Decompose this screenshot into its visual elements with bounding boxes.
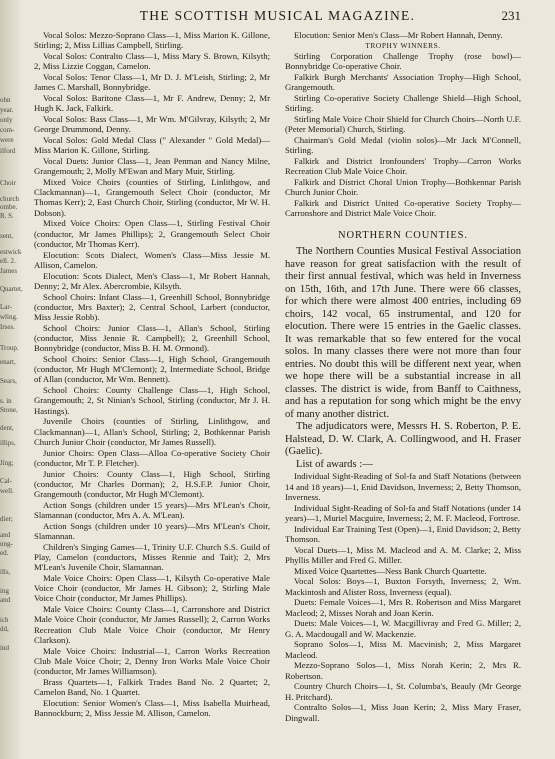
- trophy-paragraph: Stirling Corporation Challenge Trophy (rose bowl)—Bonnybridge Co-operative Choir.: [285, 51, 521, 72]
- gutter-text-fragment: ell. 2.: [0, 257, 16, 265]
- result-paragraph: Vocal Solos: Mezzo-Soprano Class—1, Miss Marion K. Gillone, Stirling; 2, Miss Lillias Campbell, Stirling.: [34, 30, 270, 51]
- gutter-text-fragment: ilford: [0, 147, 16, 155]
- running-title: THE SCOTTISH MUSICAL MAGAZINE.: [139, 8, 416, 23]
- result-paragraph: Vocal Solos: Contralto Class—1, Miss Mary S. Brown, Kilsyth; 2, Miss Lizzie Coggan, Camelon.: [34, 51, 270, 72]
- trophy-paragraph: Stirling Male Voice Choir Shield for Church Choirs—North U.F. (Peter Memorial) Church, Stirling.: [285, 114, 521, 135]
- gutter-text-fragment: Lar-: [0, 303, 12, 311]
- result-paragraph: School Choirs: Junior Class—1, Allan's School, Stirling (conductor, Miss Jennie R. Campbell); 2, Greenhill School, Bonnybridge (conductor, Miss B. H. M. Ormond).: [34, 322, 270, 354]
- result-paragraph: Elocution: Scots Dialect, Women's Class—Miss Jessie M. Allison, Camelon.: [34, 249, 270, 270]
- result-paragraph: Elocution: Scots Dialect, Men's Class—1, Mr Robert Hannah, Denny; 2, Mr Alex. Abercrombie, Kilsyth.: [34, 270, 270, 291]
- award-paragraph: Vocal Duets—1, Miss M. Macleod and A. M. Clarke; 2, Miss Phyllis Miller and Fred G. Miller.: [285, 544, 521, 565]
- result-paragraph: Male Voice Choirs: Industrial—1, Carron Works Recreation Club Male Voice Choir; 2, Denny Iron Works Male Voice Choir (conductor, Mr James Williamson).: [34, 645, 270, 677]
- award-paragraph: Duets: Male Voices—1, W. Macgillivray and Fred G. Miller; 2, G. A. Macdougall and W. Mackenzie.: [285, 618, 521, 639]
- gutter-text-fragment: ung-: [0, 540, 13, 548]
- result-paragraph: Vocal Duets: Junior Class—1, Jean Penman and Nancy Milne, Grangemouth; 2, Molly M'Ewan and Mary Muir, Stirling.: [34, 156, 270, 177]
- trophy-paragraph: Chairman's Gold Medal (violin solos)—Mr Jack M'Connell, Stirling.: [285, 135, 521, 156]
- result-paragraph: Vocal Solos: Gold Medal Class (" Alexander " Gold Medal)—Miss Marion K. Gillone, Stirling.: [34, 135, 270, 156]
- result-paragraph: Action Songs (children under 10 years)—Mrs M'Lean's Choir, Slamannan.: [34, 520, 270, 542]
- gutter-text-fragment: dd,: [0, 625, 9, 633]
- gutter-text-fragment: Troup.: [0, 344, 19, 352]
- gutter-text-fragment: Sears,: [0, 377, 17, 385]
- gutter-text-fragment: enart,: [0, 358, 16, 366]
- award-paragraph: Duets: Female Voices—1, Mrs R. Robertson and Miss Margaret Macleod; 2, Misses Norah and Joan Kerin.: [285, 597, 521, 618]
- gutter-text-fragment: ed.: [0, 549, 9, 557]
- result-paragraph: Elocution: Senior Men's Class—Mr Robert Hannah, Denny.: [294, 30, 503, 40]
- trophy-winners-list: [285, 51, 521, 218]
- gutter-text-fragment: illips,: [0, 439, 16, 447]
- awards-list: [285, 471, 521, 722]
- result-paragraph: Juvenile Choirs (counties of Stirling, Linlithgow, and Clackmannan)—1, Allan's School, Stirling; 2, Bothkennar Parish Church Junior Choir (conductor, Mr James Russell).: [34, 416, 270, 447]
- gutter-text-fragment: Irses.: [0, 323, 15, 331]
- gutter-text-fragment: estwick: [0, 248, 22, 256]
- northern-counties-report: [285, 246, 521, 471]
- trophy-paragraph: Falkirk and District United Co-operative Society Trophy—Carronshore and District Male Voice Choir.: [285, 198, 521, 219]
- gutter-text-fragment: ombe.: [0, 203, 18, 211]
- gutter-text-fragment: well.: [0, 487, 14, 495]
- result-paragraph: Elocution: Senior Women's Class—1, Miss Isabella Muirhead, Bannockburn; 2, Miss Jessie M. Allison, Camelon.: [34, 697, 270, 719]
- trophy-winners-heading: TROPHY WINNERS.: [365, 40, 441, 50]
- gutter-text-fragment: ohn: [0, 96, 11, 104]
- result-paragraph: Vocal Solos: Tenor Class—1, Mr D. J. M'Leish, Stirling; 2, Mr James C. Marshall, Bonnybridge.: [34, 72, 270, 93]
- gutter-text-fragment: Cal-: [0, 477, 13, 485]
- result-paragraph: Brass Quartets—1, Falkirk Trades Band No. 2 Quartet; 2, Camelon Band, No. 1 Quartet.: [34, 676, 270, 698]
- result-paragraph: Children's Singing Games—1, Trinity U.F. Church S.S. Guild of Play, Camelon (conductors, Misses Rennie and Tait); 2, Mrs M'Lean's Juvenile Choir, Slamannan.: [34, 541, 270, 573]
- gutter-text-fragment: sent,: [0, 232, 14, 240]
- gutter-text-fragment: Jing;: [0, 459, 14, 467]
- gutter-text-fragment: year.: [0, 106, 14, 114]
- gutter-text-fragment: and: [0, 531, 11, 539]
- report-paragraph: The adjudicators were, Messrs H. S. Roberton, P. E. Halstead, D. W. Clark, A. Collingwood, and H. Fraser (Gaelic).: [285, 421, 521, 458]
- result-paragraph: Action Songs (children under 15 years)—Mrs M'Lean's Choir, Slamannan (conductor, Mrs A. A. M'Lean).: [34, 499, 270, 521]
- award-paragraph: Individual Sight-Reading of Sol-fa and Staff Notations (between 14 and 18 years)—1, Enid Davidson, Inverness; 2, Betty Thomson, Inverness.: [285, 471, 521, 502]
- left-column: [34, 30, 270, 719]
- page-number: 231: [501, 8, 521, 23]
- gutter-text-fragment: R. S.: [0, 212, 14, 220]
- gutter-text-fragment: only: [0, 116, 13, 124]
- result-paragraph: Male Voice Choirs: Open Class—1, Kilsyth Co-operative Male Voice Choir (conductor, Mr James H. Gibson); 2, Stirling Male Voice Choir (conductor, Mr James Phillips).: [34, 573, 270, 604]
- gutter-text-fragment: Stone,: [0, 406, 18, 414]
- gutter-text-fragment: dent,: [0, 424, 14, 432]
- page-header: [34, 8, 521, 26]
- gutter-text-fragment: Quartet,: [0, 285, 23, 293]
- gutter-text-fragment: and: [0, 596, 11, 604]
- result-paragraph: School Choirs: Infant Class—1, Greenhill School, Bonnybridge (conductor, Mrs Baxter); 2, Central School, Larbert (conductor, Miss Jessie Robb).: [34, 291, 270, 323]
- result-paragraph: Vocal Solos: Baritone Class—1, Mr F. Andrew, Denny; 2, Mr Hugh K. Jack, Falkirk.: [34, 93, 270, 114]
- gutter-text-fragment: dier;: [0, 515, 13, 523]
- trophy-paragraph: Falkirk and District Choral Union Trophy—Bothkennar Parish Church Junior Choir.: [285, 177, 521, 198]
- trophy-paragraph: Falkirk Burgh Merchants' Association Trophy—High School, Grangemouth.: [285, 72, 521, 93]
- gutter-text-fragment: church: [0, 195, 20, 203]
- gutter-text-fragment: s. in: [0, 397, 12, 405]
- result-paragraph: Vocal Solos: Bass Class—1, Mr Wm. M'Gilvray, Kilsyth; 2, Mr George Drummond, Denny.: [34, 114, 270, 135]
- gutter-text-fragment: ills,: [0, 568, 11, 576]
- gutter-text-fragment: com-: [0, 126, 15, 134]
- report-paragraph: List of awards :—: [296, 458, 373, 470]
- award-paragraph: Mezzo-Soprano Solos—1, Miss Norah Kerin; 2, Mrs R. Robertson.: [285, 660, 521, 681]
- elocution-results-continued: [285, 30, 521, 40]
- gutter-text-fragment: were: [0, 136, 14, 144]
- right-column: [285, 30, 521, 723]
- facing-page-gutter: [0, 0, 22, 759]
- result-paragraph: Male Voice Choirs: County Class—1, Carronshore and District Male Voice Choir (conductor, Mr James Russell); 2, Carron Works Recreation Club Male Voice Choir (conductor, Mr Henry Clarkson).: [34, 604, 270, 645]
- result-paragraph: Junior Choirs: County Class—1, High School, Stirling (conductor, Mr Charles Dorman); 2, H.S.F.P. Junior Choir, Grangemouth (conductor, Mr Hugh M'Clemont).: [34, 468, 270, 500]
- result-paragraph: Junior Choirs: Open Class—Alloa Co-operative Society Choir (conductor, Mr T. P. Fletcher).: [34, 447, 270, 468]
- gutter-text-fragment: ich: [0, 616, 9, 624]
- gutter-text-fragment: ing: [0, 587, 9, 595]
- gutter-text-fragment: Choir: [0, 179, 16, 187]
- award-paragraph: Country Church Choirs—1, St. Columba's, Beauly (Mr George H. Pritchard).: [285, 681, 521, 702]
- result-paragraph: School Choirs: County Challenge Class—1, High School, Grangemouth; 2, St Ninian's School, Stirling (conductor, Mr J. H. Hastings).: [34, 385, 270, 416]
- report-paragraph: The Northern Counties Musical Festival Association have reason for great satisfaction with the result of their first annual festival, which was held in Inverness on 15th, 16th, and 17th June. There were 66 classes, for which there were almost 400 entries, including 69 choirs, 142 vocal, 65 instrumental, and 120 for elocution. There were 15 entries in the Gaelic classes. It was remarkable that so few entered for the vocal solos. In many classes there were not more than four entries. No doubt this will be different next year, when we hope there will be a substantial increase in all classes. The district is wide, from Banff to Caithness, and has a reputation for song which might be the envy of many another district.: [285, 246, 521, 420]
- award-paragraph: Contralto Solos—1, Miss Joan Kerin; 2, Miss Mary Fraser, Dingwall.: [285, 702, 521, 723]
- award-paragraph: Individual Sight-Reading of Sol-fa and Staff Notations (under 14 years)—1, Muriel Macguire, Inverness; 2, M. F. Macleod, Fortrose.: [285, 502, 521, 523]
- gutter-text-fragment: wling.: [0, 313, 18, 321]
- trophy-paragraph: Stirling Co-operative Society Challenge Shield—High School, Stirling.: [285, 93, 521, 114]
- award-paragraph: Soprano Solos—1, Miss M. Macvinish; 2, Miss Margaret Macleod.: [285, 639, 521, 660]
- award-paragraph: Mixed Voice Quartettes—Ness Bank Church Quartette.: [294, 565, 487, 576]
- gutter-text-fragment: James: [0, 267, 18, 275]
- section-heading: NORTHERN COUNTIES.: [338, 230, 468, 242]
- result-paragraph: School Choirs: Senior Class—1, High School, Grangemouth (conductor, Mr Hugh M'Clemont); 2, Intermediate School, Bridge of Allan (conductor, Mr Wm. Bennett).: [34, 354, 270, 385]
- gutter-text-fragment: ind: [0, 644, 9, 652]
- trophy-paragraph: Falkirk and District Ironfounders' Trophy—Carron Works Recreation Club Male Voice Choir.: [285, 156, 521, 177]
- award-paragraph: Individual Ear Training Test (Open)—1, Enid Davidson; 2, Betty Thomson.: [285, 523, 521, 544]
- result-paragraph: Mixed Voice Choirs: Open Class—1, Stirling Festival Choir (conductor, Mr James Phillips); 2, Grangemouth Select Choir (conductor, Mr Thomas Kerr).: [34, 218, 270, 249]
- result-paragraph: Mixed Voice Choirs (counties of Stirling, Linlithgow, and Clackmannan)—1, Grangemouth Select Choir (conductor, Mr Thomas Kerr); 2, East Church Choir, Stirling (conductor, Mr W. H. Dobson).: [34, 177, 270, 218]
- award-paragraph: Vocal Solos: Boys—1, Buxton Forsyth, Inverness; 2, Wm. Mackintosh and Alister Ross, Inverness (equal).: [285, 576, 521, 597]
